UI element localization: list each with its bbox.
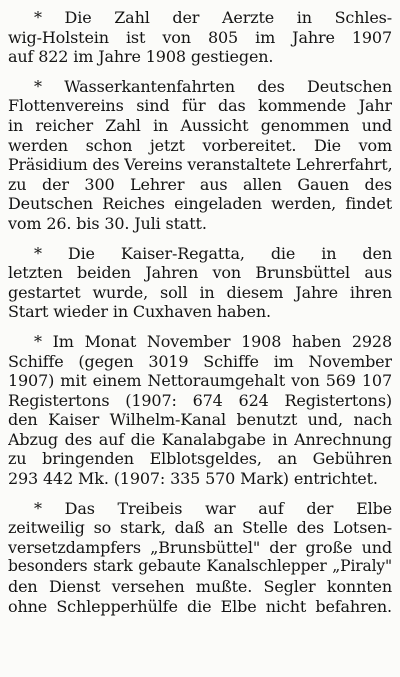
- news-item-aerzte: [8, 8, 392, 67]
- text-line: zeitweilig so stark, daß an Stelle des Lotsen-: [8, 518, 392, 538]
- text-line: Deutschen Reiches eingeladen werden, findet: [8, 194, 392, 214]
- text-line: wig-Holstein ist von 805 im Jahre 1907: [8, 27, 392, 47]
- text-line: zu bringenden Elblotsgeldes, an Gebühren: [8, 449, 392, 469]
- text-line: Registertons (1907: 674 624 Registertons): [8, 390, 392, 410]
- text-line: * Im Monat November 1908 haben 2928: [34, 331, 392, 351]
- text-line: gestartet wurde, soll in diesem Jahre ihren: [8, 282, 392, 302]
- text-line: Präsidium des Vereins veranstaltete Lehrerfahrt,: [8, 155, 392, 175]
- text-line: den Dienst versehen mußte. Segler konnten: [8, 577, 392, 597]
- text-line: Flottenvereins sind für das kommende Jahr: [8, 96, 392, 116]
- text-line: ohne Schlepperhülfe die Elbe nicht befahren.: [8, 596, 392, 616]
- text-line: * Die Kaiser-Regatta, die in den: [34, 243, 392, 263]
- news-item-treibeis: [8, 499, 392, 617]
- text-line: vom 26. bis 30. Juli statt.: [8, 213, 207, 233]
- text-line: * Die Zahl der Aerzte in Schles-: [34, 8, 392, 27]
- text-line: werden schon jetzt vorbereitet. Die vom: [8, 135, 392, 155]
- text-line: 1907) mit einem Nettoraumgehalt von 569 107: [8, 371, 392, 391]
- text-line: 293 442 Mk. (1907: 335 570 Mark) entrichtet.: [8, 469, 378, 489]
- news-item-flottenverein: [8, 77, 392, 234]
- text-line: den Kaiser Wilhelm-Kanal benutzt und, nach: [8, 410, 392, 430]
- text-line: letzten beiden Jahren von Brunsbüttel aus: [8, 263, 392, 283]
- text-line: in reicher Zahl in Aussicht genommen und: [8, 115, 392, 135]
- text-line: versetzdampfers „Brunsbüttel" der große und: [8, 537, 392, 557]
- text-line: Start wieder in Cuxhaven haben.: [8, 302, 271, 322]
- text-line: Abzug des auf die Kanalabgabe in Anrechnung: [8, 429, 392, 449]
- text-line: Schiffe (gegen 3019 Schiffe im November: [8, 351, 392, 371]
- text-line: * Das Treibeis war auf der Elbe: [34, 498, 392, 518]
- text-line: zu der 300 Lehrer aus allen Gauen des: [8, 174, 392, 194]
- text-line: * Wasserkantenfahrten des Deutschen: [34, 76, 392, 96]
- news-item-kaiser-regatta: [8, 244, 392, 322]
- news-item-kanal-verkehr: [8, 332, 392, 489]
- text-line: auf 822 im Jahre 1908 gestiegen.: [8, 47, 274, 67]
- text-line: besonders stark gebaute Kanalschlepper „Piraly": [8, 557, 392, 576]
